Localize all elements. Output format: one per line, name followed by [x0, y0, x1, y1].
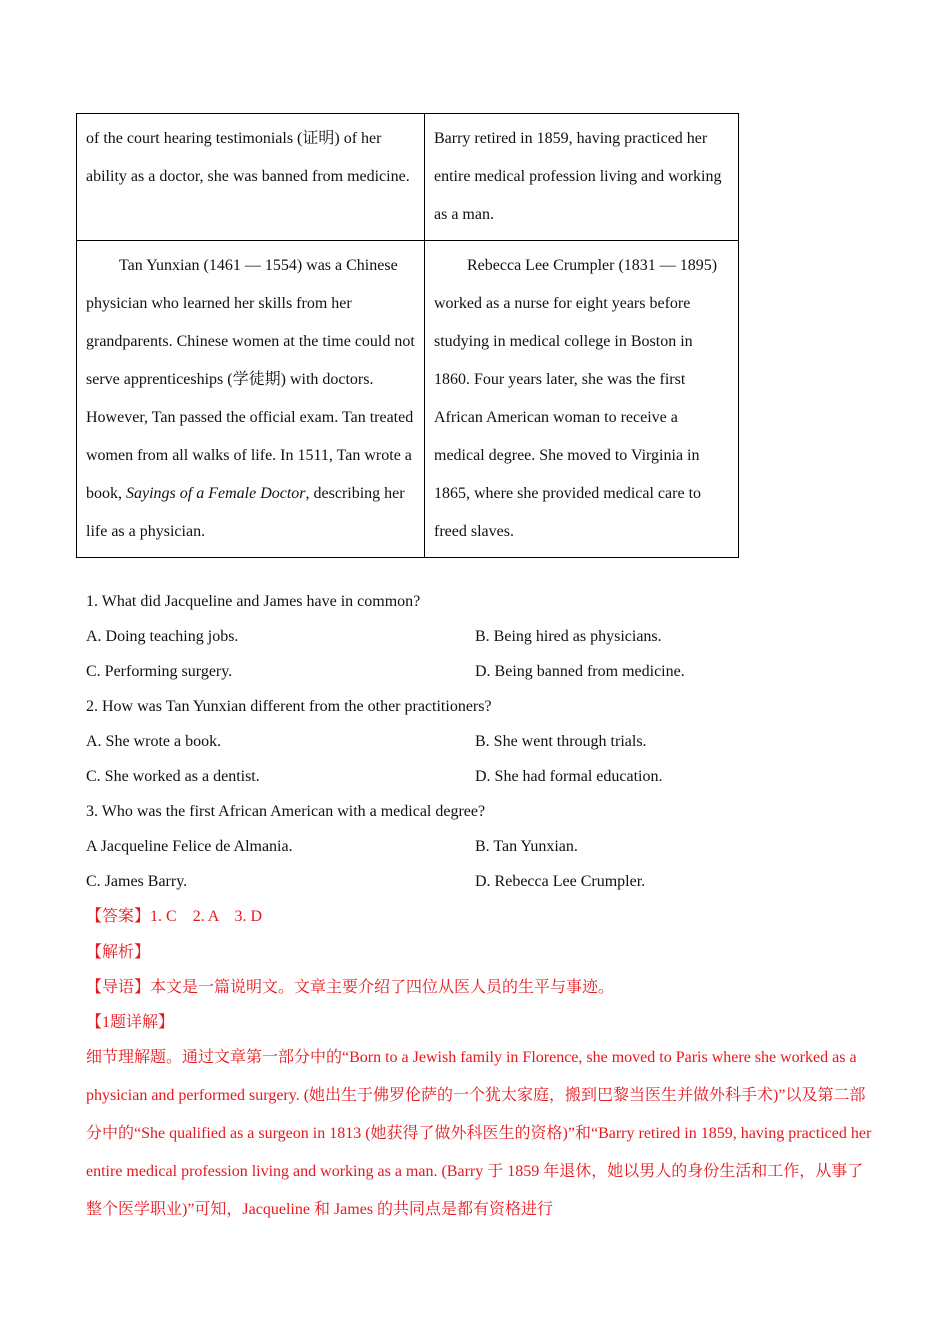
cell-text: Tan Yunxian (1461 — 1554) was a Chinese physician who learned her skills from her grandparents. Chinese women at the time could not serve apprenticeships (学徒期) with doctors. However, Tan passed the official exam. Tan treated women from all walks of life. In 1511, Tan wrote a book, [86, 257, 415, 502]
detail-1-text: 细节理解题。通过文章第一部分中的“Born to a Jewish family in Florence, she moved to Paris where she worked as a physician and performed surgery. (她出生于佛罗伦萨的一个犹太家庭，搬到巴黎当医生并做外科手术)”以及第二部分中的“She qualified as a surgeon in 1813 (她获得了做外科医生的资格)”和“Barry retired in 1859, having practiced her entire medical profession living and working as a man. (Barry 于 1859 年退休，她以男人的身份生活和工作，从事了整个医学职业)”可知，Jacqueline 和 James 的共同点是都有资格进行 [86, 1049, 872, 1218]
cell-text: Rebecca Lee Crumpler (1831 — 1895) worked as a nurse for eight years before studying in medical college in Boston in 1860. Four years later, she was the first African American woman to receive a medical degree. She moved to Virginia in 1865, where she provided medical care to freed slaves. [434, 257, 718, 540]
q2-option-b[interactable]: B. She went through trials. [475, 733, 647, 750]
table-cell-rebecca-crumpler [425, 241, 739, 558]
intro-label: 【导语】 [86, 979, 151, 996]
detail-1-label: 【1题详解】 [86, 1014, 175, 1031]
q2-option-a[interactable]: A. She wrote a book. [86, 733, 222, 750]
q1-option-b[interactable]: B. Being hired as physicians. [475, 628, 662, 645]
intro-line [86, 978, 614, 998]
q1-option-c[interactable]: C. Performing surgery. [86, 663, 233, 680]
table-row [77, 114, 739, 241]
q3-option-d[interactable]: D. Rebecca Lee Crumpler. [475, 873, 646, 890]
q1-option-d[interactable]: D. Being banned from medicine. [475, 663, 685, 680]
q2-option-d[interactable]: D. She had formal education. [475, 768, 663, 785]
q1-option-a[interactable]: A. Doing teaching jobs. [86, 628, 239, 645]
table-cell-barry-left [77, 114, 425, 241]
table-cell-tan-yunxian [77, 241, 425, 558]
answer-values: 1. C 2. A 3. D [150, 908, 263, 925]
table-row [77, 241, 739, 558]
q3-option-a[interactable]: A Jacqueline Felice de Almania. [86, 838, 293, 855]
analysis-label: 【解析】 [86, 944, 151, 961]
cell-text: of the court hearing testimonials (证明) of her ability as a doctor, she was banned from medicine. [86, 130, 410, 185]
cell-text: , describing her life as a physician. [86, 485, 405, 540]
q2-option-c[interactable]: C. She worked as a dentist. [86, 768, 260, 785]
answer-label: 【答案】 [86, 908, 151, 925]
question-1: 1. What did Jacqueline and James have in common? [86, 593, 421, 610]
intro-text: 本文是一篇说明文。文章主要介绍了四位从医人员的生平与事迹。 [150, 979, 615, 996]
book-title: Sayings of a Female Doctor [126, 485, 306, 502]
q3-option-b[interactable]: B. Tan Yunxian. [475, 838, 578, 855]
answer-line [86, 907, 262, 927]
biography-table [76, 113, 739, 558]
question-3: 3. Who was the first African American with a medical degree? [86, 803, 486, 820]
cell-text: Barry retired in 1859, having practiced her entire medical profession living and working as a man. [434, 130, 722, 223]
table-cell-barry-right [425, 114, 739, 241]
q3-option-c[interactable]: C. James Barry. [86, 873, 188, 890]
question-2: 2. How was Tan Yunxian different from the other practitioners? [86, 698, 492, 715]
